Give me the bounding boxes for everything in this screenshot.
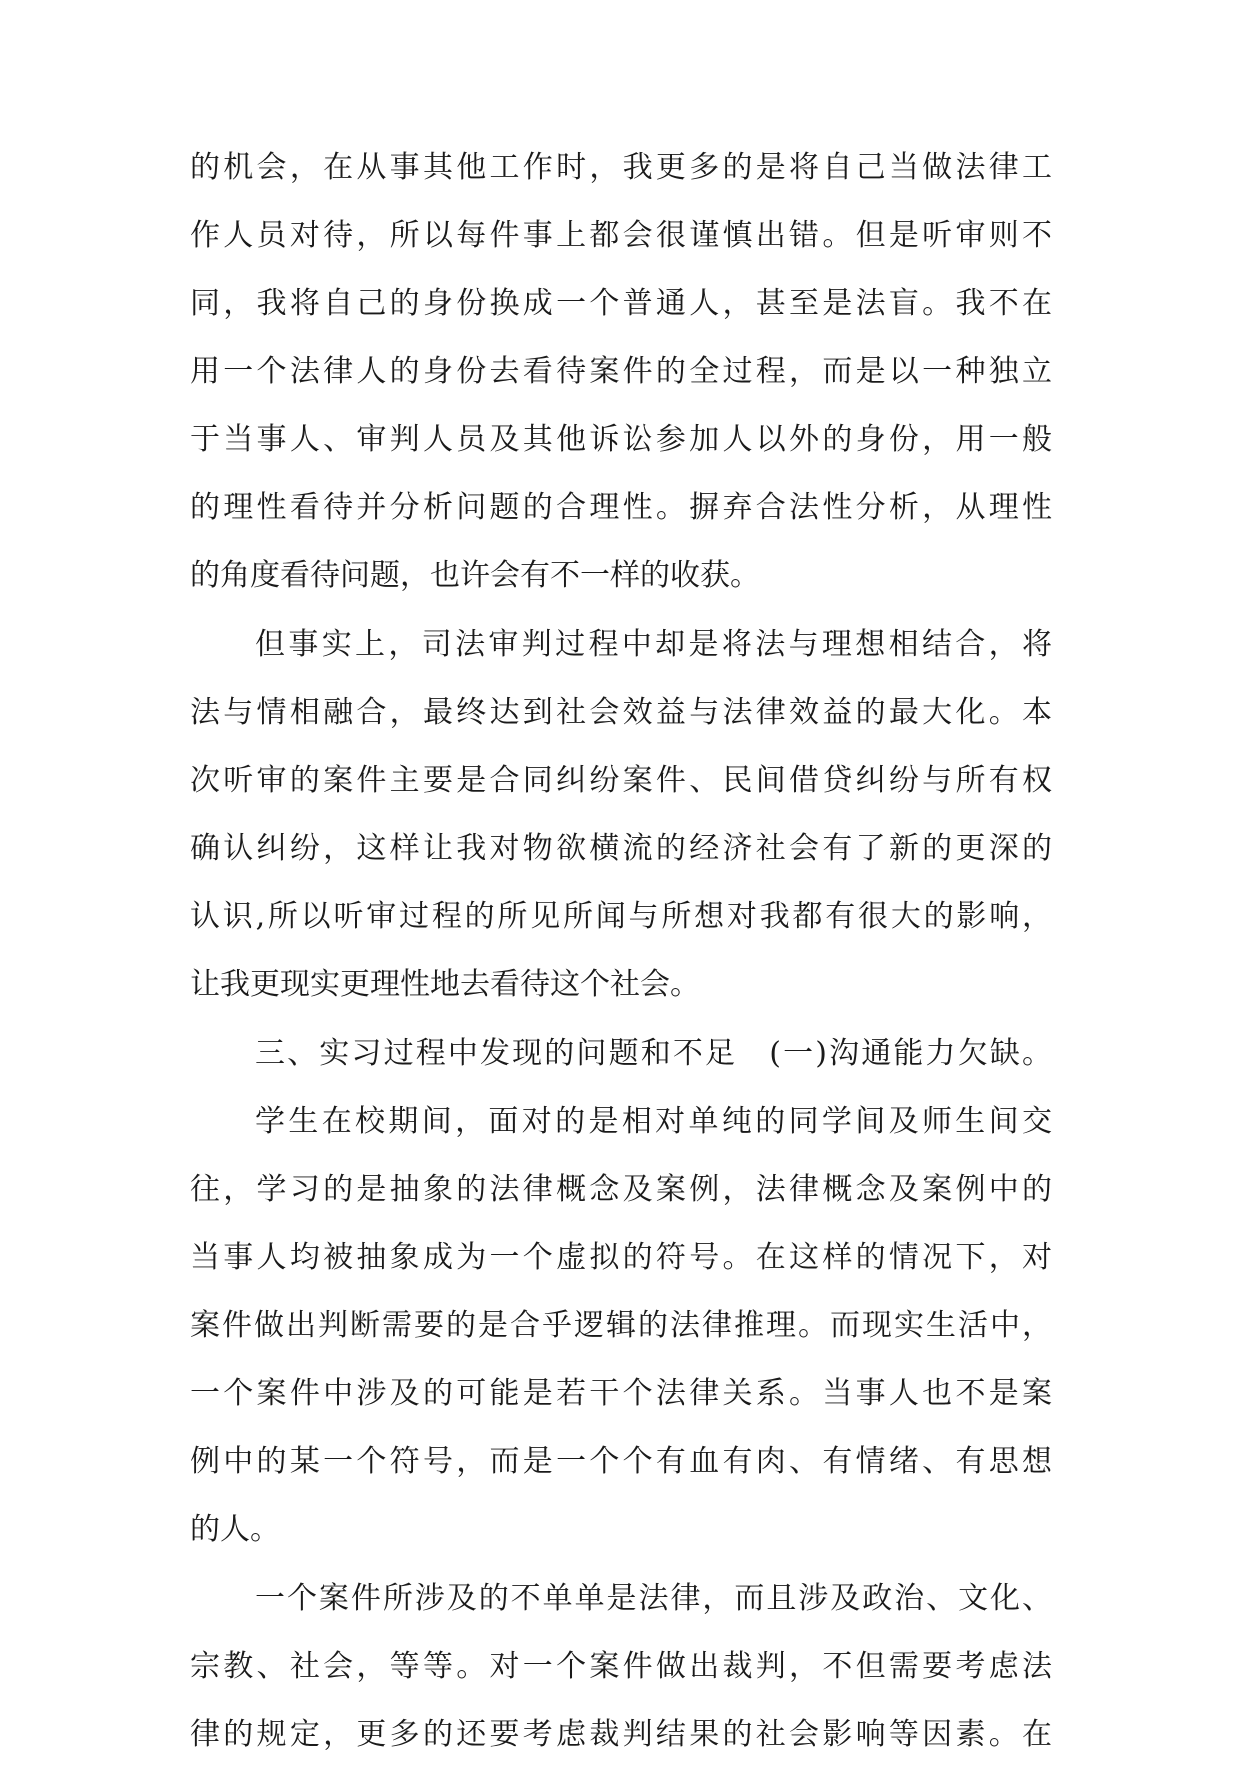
text-line: 让我更现实更理性地去看待这个社会。 — [190, 967, 700, 1002]
paragraph-first-line: 但事实上，司法审判过程中却是将法与理想相结合，将 — [255, 627, 1052, 662]
text-line: 作人员对待，所以每件事上都会很谨慎出错。但是听审则不 — [190, 218, 1052, 253]
text-line: 宗教、社会，等等。对一个案件做出裁判，不但需要考虑法 — [190, 1649, 1052, 1684]
text-line: 用一个法律人的身份去看待案件的全过程，而是以一种独立 — [190, 354, 1052, 389]
text-line: 律的规定，更多的还要考虑裁判结果的社会影响等因素。在 — [190, 1717, 1052, 1752]
text-line: 同，我将自己的身份换成一个普通人，甚至是法盲。我不在 — [190, 286, 1052, 321]
text-line: 的机会，在从事其他工作时，我更多的是将自己当做法律工 — [190, 150, 1052, 185]
text-line: 例中的某一个符号，而是一个个有血有肉、有情绪、有思想 — [190, 1444, 1052, 1479]
text-line: 案件做出判断需要的是合乎逻辑的法律推理。而现实生活中， — [190, 1308, 1052, 1343]
text-line: 一个案件中涉及的可能是若干个法律关系。当事人也不是案 — [190, 1376, 1052, 1411]
text-line: 往，学习的是抽象的法律概念及案例，法律概念及案例中的 — [190, 1172, 1052, 1207]
text-line: 的人。 — [190, 1512, 280, 1547]
text-line: 次听审的案件主要是合同纠纷案件、民间借贷纠纷与所有权 — [190, 763, 1052, 798]
section-heading: 三、实习过程中发现的问题和不足 (一)沟通能力欠缺。 — [255, 1036, 1052, 1071]
paragraph-first-line: 学生在校期间，面对的是相对单纯的同学间及师生间交 — [255, 1104, 1052, 1139]
text-line: 当事人均被抽象成为一个虚拟的符号。在这样的情况下，对 — [190, 1240, 1052, 1275]
text-line: 的理性看待并分析问题的合理性。摒弃合法性分析，从理性 — [190, 490, 1052, 525]
text-line: 认识,所以听审过程的所见所闻与所想对我都有很大的影响， — [190, 899, 1052, 934]
text-line: 于当事人、审判人员及其他诉讼参加人以外的身份，用一般 — [190, 422, 1052, 457]
text-line: 确认纠纷，这样让我对物欲横流的经济社会有了新的更深的 — [190, 831, 1052, 866]
text-line: 法与情相融合，最终达到社会效益与法律效益的最大化。本 — [190, 695, 1052, 730]
paragraph-first-line: 一个案件所涉及的不单单是法律，而且涉及政治、文化、 — [255, 1581, 1052, 1616]
text-line: 的角度看待问题，也许会有不一样的收获。 — [190, 558, 760, 593]
